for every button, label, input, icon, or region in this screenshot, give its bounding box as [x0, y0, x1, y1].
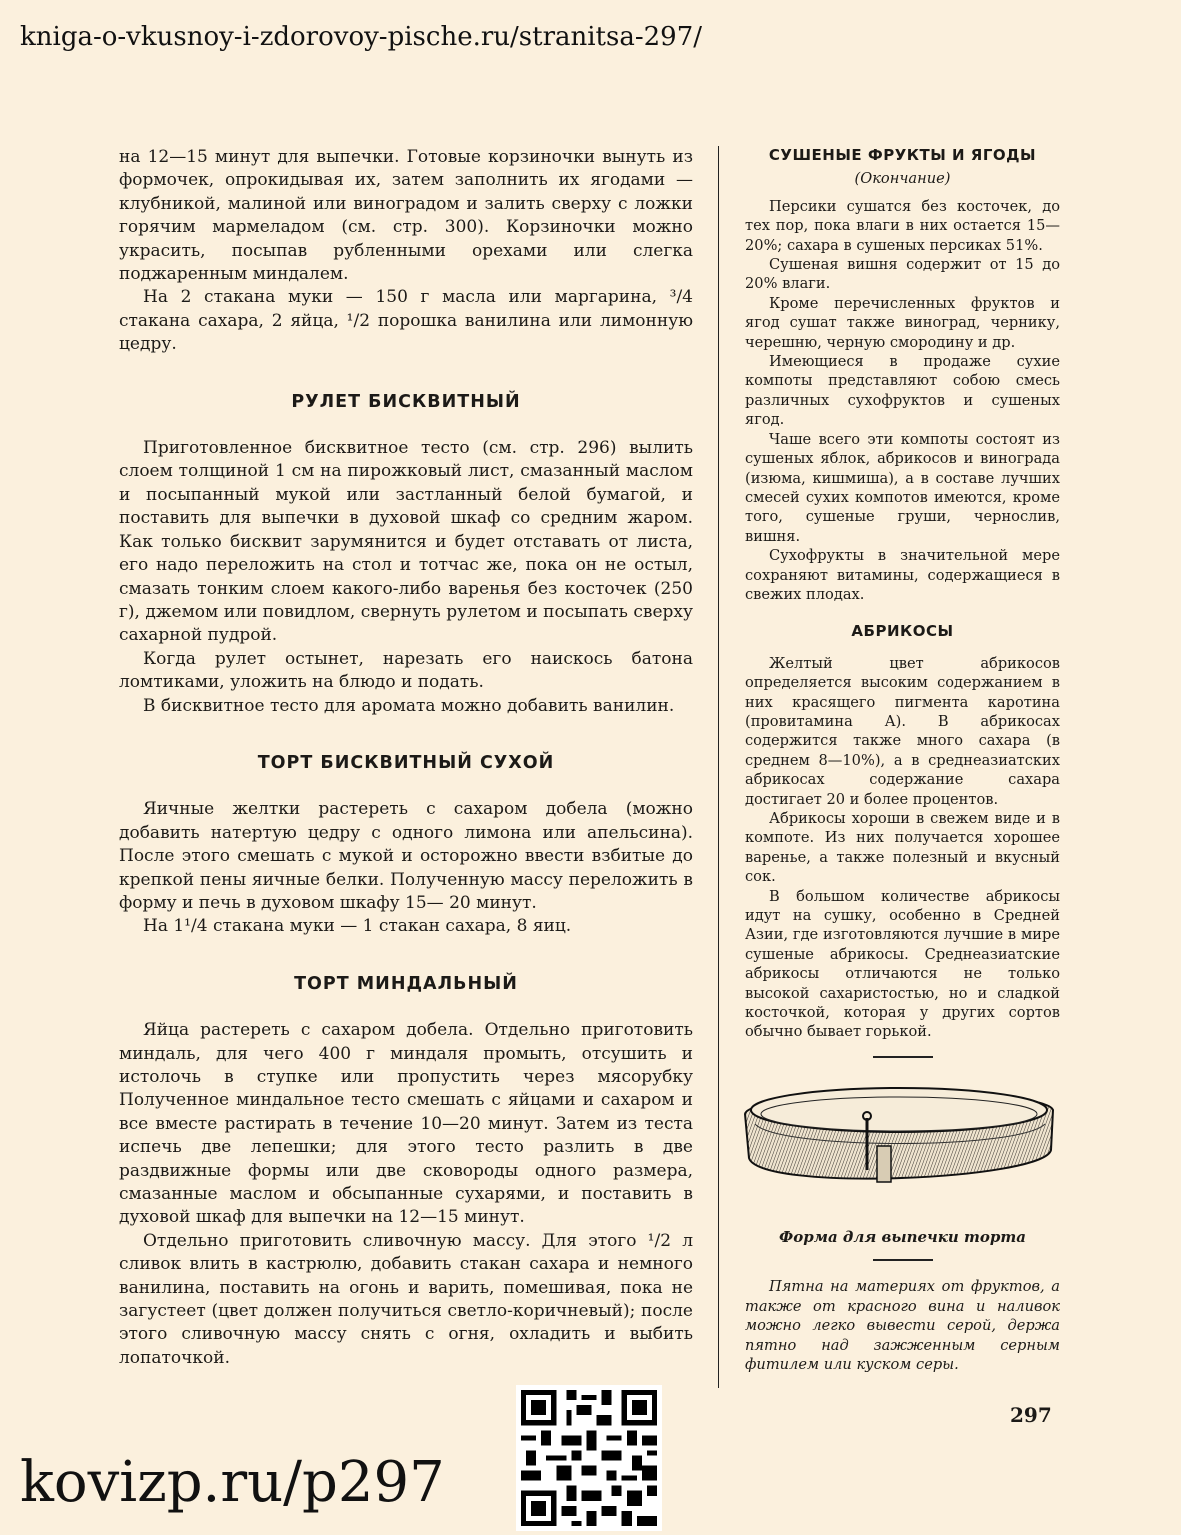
figure-caption: Форма для выпечки торта — [778, 1227, 1027, 1246]
column-divider — [718, 146, 719, 1388]
dried-fruits-subtitle: (Окончание) — [854, 170, 951, 188]
apricots-title: АБРИКОСЫ — [851, 622, 954, 641]
dried-paragraph-1: Персики сушатся без косточек, до тех пор, пока влаги в них остается 15—20%; сахара в сушеных персиках 51%. — [745, 197, 1060, 254]
apricot-paragraph-3: В большом количестве абрикосы идут на сушку, особенно в Средней Азии, где изготовляются лучшие в мире сушеные абрикосы. Среднеазиатские абрикосы отличаются не только высокой сахаристостью, но и сладкой косточкой, которая у других сортов обычно бывает горькой. — [745, 887, 1060, 1041]
rule-above-figure — [873, 1056, 933, 1058]
dried-paragraph-5: Чаше всего эти компоты состоят из сушеных яблок, абрикосов и винограда (изюма, кишмиша), а в составе лучших смесей сухих компотов имеются, кроме того, сушеные груши, чернослив, вишня. — [745, 430, 1060, 545]
section-title-roll: РУЛЕТ БИСКВИТНЫЙ — [291, 391, 521, 412]
rule-below-caption — [873, 1259, 933, 1261]
almond-paragraph-1: Яйца растереть с сахаром добела. Отдельно приготовить миндаль, для чего 400 г миндаля промыть, отсушить и истолочь в ступке или пропустить через мясорубку Полученное миндальное тесто смешать с яйцами и сахаром и все вместе растирать в течение 10—20 минут. Затем из теста испечь две лепешки; для этого тесто разлить в две раздвижные формы или две сковороды одного размера, смазанные маслом и обсыпанные сухарями, и поставить в духовой шкаф для выпечки на 12—15 минут. — [119, 1020, 693, 1228]
qr-code[interactable] — [516, 1385, 662, 1531]
dried-paragraph-6: Сухофрукты в значительной мере сохраняют витамины, содержащиеся в свежих плодах. — [745, 547, 1060, 603]
dried-paragraph-2: Сушеная вишня содержит от 15 до 20% влаги. — [745, 256, 1060, 293]
dried-fruits-title: СУШЕНЫЕ ФРУКТЫ И ЯГОДЫ — [768, 146, 1037, 164]
section-title-dry-cake: ТОРТ БИСКВИТНЫЙ СУХОЙ — [257, 752, 555, 773]
dry-cake-paragraph-2: На 1¹/4 стакана муки — 1 стакан сахара, 8 яиц. — [143, 916, 572, 937]
intro-paragraph-2: На 2 стакана муки — 150 г масла или маргарина, ³/4 стакана сахара, 2 яйца, ¹/2 порошка ванилина или лимонную цедру. — [119, 287, 693, 355]
source-url[interactable]: kniga-o-vkusnoy-i-zdorovoy-pische.ru/stranitsa-297/ — [20, 22, 703, 52]
cake-pan-illustration — [739, 1080, 1059, 1220]
apricot-paragraph-2: Абрикосы хороши в свежем виде и в компоте. Из них получается хорошее варенье, а также полезный и вкусный сок. — [745, 810, 1060, 886]
roll-paragraph-2: Когда рулет остынет, нарезать его наискось батона ломтиками, уложить на блюдо и подать. — [119, 648, 693, 693]
dry-cake-paragraph-1: Яичные желтки растереть с сахаром добела (можно добавить натертую цедру с одного лимона или апельсина). После этого смешать с мукой и осторожно ввести взбитые до крепкой пены яичные белки. Полученную массу переложить в форму и печь в духовом шкафу 15— 20 минут. — [119, 799, 693, 913]
short-url[interactable]: kovizp.ru/p297 — [20, 1450, 445, 1515]
dried-paragraph-4: Имеющиеся в продаже сухие компоты представляют собою смесь различных сухофруктов и сушеных ягод. — [745, 353, 1060, 429]
stain-note: Пятна на материях от фруктов, а также от красного вина и наливок можно легко вывести серой, держа пятно над зажженным серным фитилем или куском серы. — [745, 1278, 1060, 1373]
almond-paragraph-2: Отдельно приготовить сливочную массу. Для этого ¹/2 л сливок влить в кастрюлю, добавить стакан сахара и немного ванилина, поставить на огонь и варить, помешивая, пока не загустеет (цвет должен получиться светло-коричневый); после этого сливочную массу снять с огня, охладить и выбить лопаточкой. — [119, 1230, 693, 1368]
apricot-paragraph-1: Желтый цвет абрикосов определяется высоким содержанием в них красящего пигмента каротина (провитамина А). В абрикосах содержится также много сахара (в среднем 8—10%), а в среднеазиатских абрикосах содержание сахара достигает 20 и более процентов. — [745, 654, 1060, 808]
dried-paragraph-3: Кроме перечисленных фруктов и ягод сушат также виноград, чернику, черешню, черную смородину и др. — [745, 294, 1060, 351]
right-column — [745, 146, 1060, 1374]
section-title-almond-cake: ТОРТ МИНДАЛЬНЫЙ — [294, 973, 518, 994]
page-number: 297 — [1010, 1403, 1052, 1427]
roll-paragraph-1: Приготовленное бисквитное тесто (см. стр. 296) вылить слоем толщиной 1 см на пирожковый лист, смазанный маслом и посыпанный мукой или застланный белой бумагой, и поставить для выпечки в духовой шкаф со средним жаром. Как только бисквит зарумянится и будет отставать от листа, его надо переложить на стол и тотчас же, пока он не остыл, смазать тонким слоем какого-либо варенья без косточек (250 г), джемом или повидлом, свернуть рулетом и посыпать сверху сахарной пудрой. — [119, 438, 693, 646]
left-column — [119, 146, 693, 1370]
intro-paragraph-1: на 12—15 минут для выпечки. Готовые корзиночки вынуть из формочек, опрокидывая их, затем заполнить их ягодами — клубникой, малиной или виноградом и залить сверху с ложки горячим мармеладом (см. стр. 300). Корзиночки можно украсить, посыпав рубленными орехами или слегка поджаренным миндалем. — [119, 147, 693, 285]
roll-paragraph-3: В бисквитное тесто для аромата можно добавить ванилин. — [143, 695, 675, 716]
